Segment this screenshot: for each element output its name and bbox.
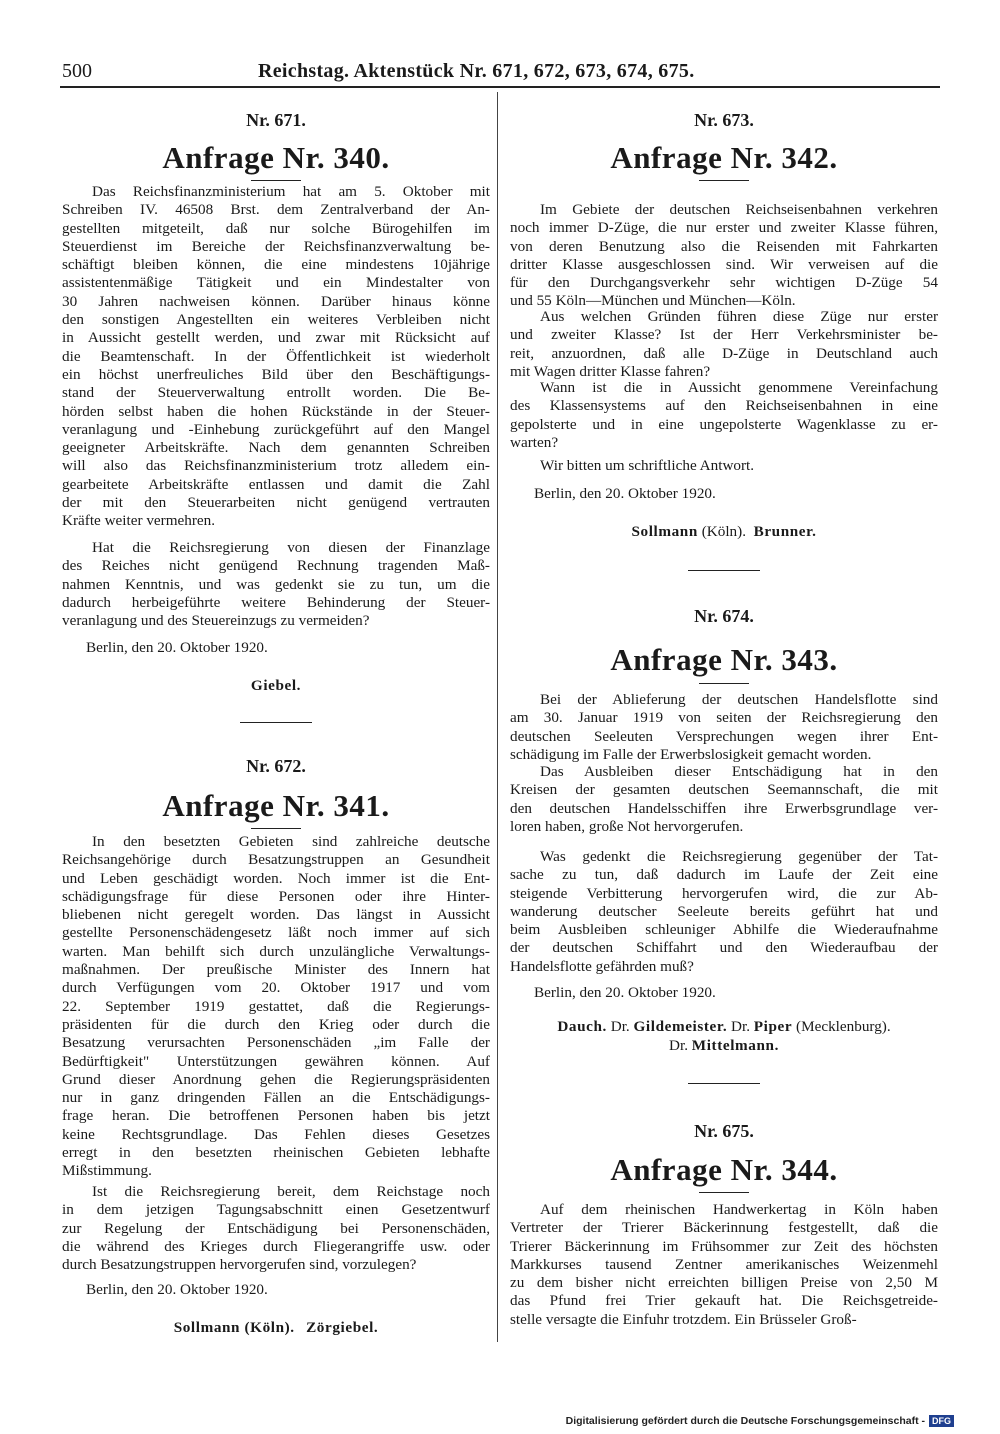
section-number: Nr. 673. bbox=[694, 110, 754, 130]
text-line: sache zu tun, daß dadurch im Laufe der Zeit eine bbox=[510, 866, 938, 884]
text-line: Bei der Ablieferung der deutschen Handelsflotte sind bbox=[540, 691, 938, 708]
text-line: Trierer Bäckerinnung im Frühsommer zur Zeit des höchsten bbox=[510, 1237, 938, 1255]
running-header: Reichstag. Aktenstück Nr. 671, 672, 673, 674, 675. bbox=[258, 60, 695, 82]
inquiry-title: Anfrage Nr. 341. bbox=[162, 788, 390, 823]
text-line: die Beamtenschaft. In der Öffentlichkeit ist wiederholt bbox=[62, 347, 490, 365]
paragraph bbox=[62, 539, 490, 630]
text-line: Besatzung verursachten Personenschäden „im Falle der bbox=[62, 1034, 490, 1052]
inquiry-title: Anfrage Nr. 344. bbox=[610, 1152, 838, 1187]
text-line: den deutschen Handelsschiffen ihre Erwerbsgrundlage ver- bbox=[510, 799, 938, 817]
text-line: gepolsterte und in eine ungepolsterte Wagenklasse zu er- bbox=[510, 415, 938, 433]
text-line: den sonstigen Angestellten ein weiteres Verbleiben nicht bbox=[62, 311, 490, 329]
signatory-name: Piper bbox=[753, 1018, 793, 1035]
section-separator-rule bbox=[688, 570, 760, 571]
text-line: nur in ganz dringenden Fällen an die Entschädigungs- bbox=[62, 1089, 490, 1107]
text-line: der deutschen Schiffahrt und den Wiederaufbau der bbox=[510, 939, 938, 957]
signature-text: Dr. bbox=[606, 1018, 634, 1035]
paragraph bbox=[510, 201, 938, 311]
text-line: und 55 Köln—München und München—Köln. bbox=[510, 292, 796, 310]
text-line: loren haben, große Not hervorgerufen. bbox=[510, 817, 744, 835]
text-line: in Aussicht gestellt werden, und zwar mit Rücksicht auf bbox=[62, 329, 490, 347]
signature-line bbox=[62, 1319, 490, 1337]
text-line: schäftigt bleiben können, die eine mindestens 10jährige bbox=[62, 256, 490, 274]
signatory-name: Sollmann bbox=[631, 523, 698, 540]
text-line: Schreiben IV. 46508 Brst. dem Zentralverband der An- bbox=[62, 201, 490, 219]
text-line: zur Regelung der Entschädigung bei Personenschäden, bbox=[62, 1219, 490, 1237]
signature-text bbox=[295, 1319, 306, 1336]
text-line: geeigneter Arbeitskräfte. Nach dem genannten Schreiben bbox=[62, 439, 490, 457]
paragraph bbox=[510, 763, 938, 836]
text-line: keine Rechtsgrundlage. Das Fehlen dieses Gesetzes bbox=[62, 1125, 490, 1143]
signatory-name: Dauch. bbox=[557, 1018, 607, 1035]
signature-line bbox=[62, 677, 490, 695]
signatory-name: Zörgiebel. bbox=[306, 1319, 379, 1336]
paragraph bbox=[510, 1201, 938, 1329]
text-line: Was gedenkt die Reichsregierung gegenüber der Tat- bbox=[540, 848, 938, 865]
text-line: Ist die Reichsregierung bereit, dem Reichstage noch bbox=[92, 1183, 490, 1200]
text-line: und Leben geschädigt worden. Noch immer ist die Ent- bbox=[62, 869, 490, 887]
text-line: Wir bitten um schriftliche Antwort. bbox=[540, 457, 755, 474]
text-line: Steuerdienst im Bereiche der Reichsfinanzverwaltung be- bbox=[62, 237, 490, 255]
text-line: deutschen Seeleuten Versprechungen wegen ihrer Ent- bbox=[510, 727, 938, 745]
inquiry-title: Anfrage Nr. 340. bbox=[162, 140, 390, 175]
signature-text: Dr. bbox=[727, 1018, 754, 1035]
text-line: warten? bbox=[510, 433, 559, 451]
section-separator-rule bbox=[240, 722, 312, 723]
footer-text: Digitalisierung gefördert durch die Deutsche Forschungsgemeinschaft - bbox=[565, 1415, 925, 1427]
signature-text: (Mecklenburg). bbox=[792, 1018, 891, 1035]
signatory-name: Mittelmann. bbox=[691, 1037, 779, 1054]
signatory-name: Brunner. bbox=[753, 523, 817, 540]
text-line: frage heran. Die betroffenen Personen haben bis jetzt bbox=[62, 1107, 490, 1125]
text-line: für den Durchgangsverkehr sehr wichtigen D-Züge 54 bbox=[510, 274, 938, 292]
footer-credit bbox=[566, 1415, 954, 1427]
text-line: Auf dem rheinischen Handwerkertag in Köln haben bbox=[540, 1201, 938, 1218]
column-divider bbox=[497, 92, 498, 1342]
paragraph bbox=[510, 848, 938, 976]
paragraph bbox=[62, 833, 490, 1181]
text-line: assistentenmäßige Tätigkeit und ein Mindestalter von bbox=[62, 274, 490, 292]
text-line: schädigung im Falle der Erwerbslosigkeit gemacht worden. bbox=[510, 745, 872, 763]
text-line: Vertreter der Trierer Bäckerinnung festgestellt, daß die bbox=[510, 1219, 938, 1237]
text-line: Wann ist die in Aussicht genommene Vereinfachung bbox=[540, 379, 938, 396]
text-line: In den besetzten Gebieten sind zahlreiche deutsche bbox=[92, 833, 490, 850]
text-line: Handelsflotte gefährden muß? bbox=[510, 957, 694, 975]
page-number: 500 bbox=[62, 60, 92, 82]
text-line: beim Ausbleiben schleuniger Abhilfe die Wiederaufnahme bbox=[510, 921, 938, 939]
text-line: zu dem bisher nicht erreichten billigen Preise von 2,50 M bbox=[510, 1274, 938, 1292]
date-line: Berlin, den 20. Oktober 1920. bbox=[534, 485, 716, 502]
text-line: durch Besatzungstruppen hervorgerufen sind, vorzulegen? bbox=[62, 1256, 417, 1274]
title-rule bbox=[699, 683, 749, 684]
date-line: Berlin, den 20. Oktober 1920. bbox=[86, 1281, 268, 1298]
header-rule bbox=[60, 86, 940, 88]
paragraph bbox=[62, 1183, 490, 1274]
text-line: von deren Benutzung also die Reisenden mit Fahrkarten bbox=[510, 237, 938, 255]
text-line: warten. Man behilft sich durch unzulängliche Verwaltungs- bbox=[62, 942, 490, 960]
text-line: Kreisen der gesamten deutschen Seemannschaft, die mit bbox=[510, 781, 938, 799]
signatory-name: Giebel. bbox=[250, 677, 302, 694]
date-line: Berlin, den 20. Oktober 1920. bbox=[534, 984, 716, 1001]
text-line: Grund dieser Anordnung gehen die Regierungspräsidenten bbox=[62, 1070, 490, 1088]
section-number: Nr. 674. bbox=[694, 606, 754, 626]
text-line: Markkurses tausend Zentner amerikanisches Weizenmehl bbox=[510, 1255, 938, 1273]
text-line: Hat die Reichsregierung von diesen der Finanzlage bbox=[92, 539, 490, 556]
text-line: am 30. Januar 1919 von seiten der Reichsregierung den bbox=[510, 709, 938, 727]
text-line: des Reiches nicht genügend Rechnung tragenden Maß- bbox=[62, 557, 490, 575]
text-line: Aus welchen Gründen führen diese Züge nur erster bbox=[540, 308, 938, 325]
text-line: die während des Krieges durch Fliegerangriffe usw. oder bbox=[62, 1237, 490, 1255]
title-rule bbox=[251, 828, 301, 829]
text-line: ein höchst unerfreuliches Bild über den Beschäftigungs- bbox=[62, 365, 490, 383]
paragraph bbox=[510, 379, 938, 452]
signature-line bbox=[510, 1037, 938, 1055]
text-line: das Pfund frei Trier gekauft hat. Die Reichsgetreide- bbox=[510, 1292, 938, 1310]
paragraph bbox=[510, 457, 938, 475]
text-line: gestellten mitgeteilt, daß nur solche Bürogehilfen im bbox=[62, 219, 490, 237]
text-line: Mißstimmung. bbox=[62, 1162, 152, 1180]
paragraph bbox=[62, 183, 490, 531]
signatory-name: Gildemeister. bbox=[633, 1018, 728, 1035]
text-line: des Klassensystems auf den Reichseisenbahnen in eine bbox=[510, 397, 938, 415]
text-line: mit Wagen dritter Klasse fahren? bbox=[510, 362, 711, 380]
text-line: in dem jetzigen Tagungsabschnitt einen Gesetzentwurf bbox=[62, 1201, 490, 1219]
text-line: und zweiter Klasse? Ist der Herr Verkehrsminister be- bbox=[510, 326, 938, 344]
section-number: Nr. 671. bbox=[246, 110, 306, 130]
paragraph bbox=[510, 308, 938, 381]
inquiry-title: Anfrage Nr. 343. bbox=[610, 642, 838, 677]
text-line: reit, anzuordnen, daß alle D-Züge in Deutschland auch bbox=[510, 344, 938, 362]
text-line: gearbeitete Arbeitskräfte entlassen und damit die Zahl bbox=[62, 475, 490, 493]
text-line: erregt in den besetzten rheinischen Gebieten lebhafte bbox=[62, 1144, 490, 1162]
text-line: Bedürftigkeit" Unterstützungen gewähren können. Auf bbox=[62, 1052, 490, 1070]
text-line: 22. September 1919 gestattet, daß die Regierungs- bbox=[62, 997, 490, 1015]
paragraph bbox=[510, 691, 938, 764]
text-line: gestellte Personenschädengesetz läßt noch immer auf sich bbox=[62, 924, 490, 942]
signatory-name: Sollmann (Köln). bbox=[173, 1319, 295, 1336]
text-line: steigende Verbitterung hervorgerufen wird, die zur Ab- bbox=[510, 884, 938, 902]
signature-text: Dr. bbox=[669, 1037, 692, 1054]
title-rule bbox=[699, 1192, 749, 1193]
date-line: Berlin, den 20. Oktober 1920. bbox=[86, 639, 268, 656]
text-line: nahmen Kenntnis, und was gedenkt sie zu tun, um die bbox=[62, 575, 490, 593]
text-line: präsidenten für die durch den Krieg oder durch die bbox=[62, 1015, 490, 1033]
title-rule bbox=[251, 180, 301, 181]
text-line: 30 Jahren nachweisen können. Darüber hinaus könne bbox=[62, 292, 490, 310]
text-line: durch Verfügungen vom 20. Oktober 1917 und vom bbox=[62, 979, 490, 997]
inquiry-title: Anfrage Nr. 342. bbox=[610, 140, 838, 175]
text-line: hörden selbst haben die hohen Rückstände in der Steuer- bbox=[62, 402, 490, 420]
text-line: Im Gebiete der deutschen Reichseisenbahnen verkehren bbox=[540, 201, 938, 218]
dfg-logo: DFG bbox=[929, 1415, 954, 1427]
title-rule bbox=[699, 180, 749, 181]
text-line: Das Ausbleiben dieser Entschädigung hat in den bbox=[540, 763, 938, 780]
text-line: stand der Steuerverwaltung entrollt worden. Die Be- bbox=[62, 384, 490, 402]
text-line: Kräfte weiter vermehren. bbox=[62, 512, 216, 530]
signature-line bbox=[510, 1018, 938, 1036]
text-line: veranlagung und -Einhebung zurückgeführt auf den Mangel bbox=[62, 420, 490, 438]
signature-text: (Köln). bbox=[697, 523, 754, 540]
section-number: Nr. 672. bbox=[246, 756, 306, 776]
signature-line bbox=[510, 523, 938, 541]
text-line: maßnahmen. Der preußische Minister des Innern hat bbox=[62, 961, 490, 979]
text-line: will also das Reichsfinanzministerium trotz alledem ein- bbox=[62, 457, 490, 475]
text-line: Das Reichsfinanzministerium hat am 5. Oktober mit bbox=[92, 183, 490, 200]
text-line: der mit den Steuerarbeiten nicht genügend vertrauten bbox=[62, 494, 490, 512]
text-line: noch immer D-Züge, die nur erster und zweiter Klasse führen, bbox=[510, 219, 938, 237]
text-line: bliebenen nicht geregelt worden. Das längst in Aussicht bbox=[62, 906, 490, 924]
text-line: Reichsangehörige durch Besatzungstruppen an Gesundheit bbox=[62, 851, 490, 869]
text-line: veranlagung und des Steuereinzugs zu vermeiden? bbox=[62, 612, 370, 630]
section-number: Nr. 675. bbox=[694, 1121, 754, 1141]
text-line: dritter Klasse ausgeschlossen sind. Wir verweisen auf die bbox=[510, 255, 938, 273]
text-line: wanderung deutscher Seeleute bereits geführt hat und bbox=[510, 902, 938, 920]
section-separator-rule bbox=[688, 1083, 760, 1084]
text-line: stelle versagte die Einfuhr trotzdem. Ein Brüsseler Groß- bbox=[510, 1310, 857, 1328]
text-line: schädigungsfrage für diese Personen oder ihre Hinter- bbox=[62, 887, 490, 905]
text-line: dadurch herbeigeführte weitere Behinderung der Steuer- bbox=[62, 593, 490, 611]
